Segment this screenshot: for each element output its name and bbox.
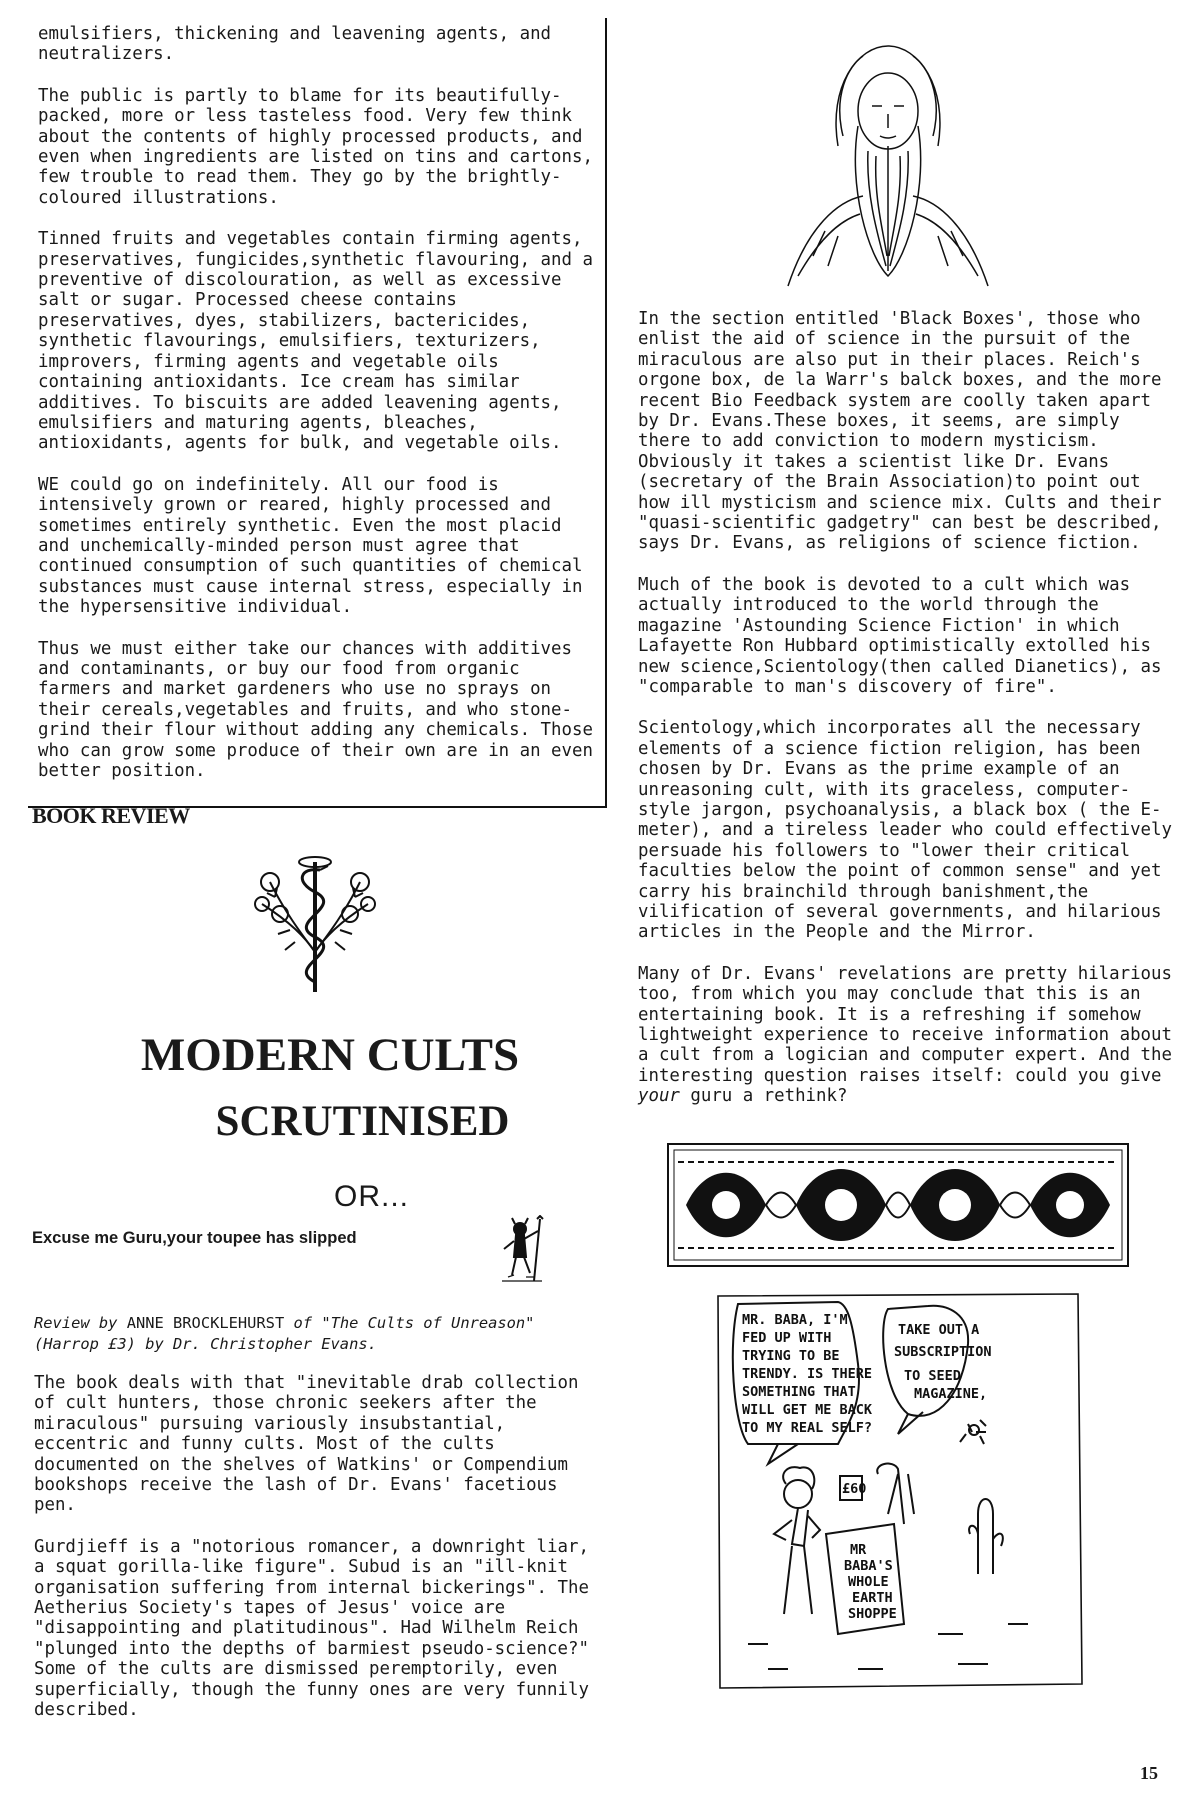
- page-number: 15: [1140, 1763, 1158, 1783]
- bubble-line: TRENDY. IS THERE: [742, 1366, 873, 1382]
- bubble-line: TRYING TO BE: [742, 1348, 840, 1364]
- article-box: [28, 18, 607, 808]
- paragraph: Much of the book is devoted to a cult which was actually introduced to the world through the magazine 'Astounding Science Fiction' in which Lafayette Ron Hubbard optimistically extolled his new science,Scientology(then called Dianetics), as "comparable to man's discovery of fire".: [638, 574, 1162, 697]
- headline-or: OR...: [334, 1180, 410, 1213]
- bearded-man-portrait: [768, 26, 1008, 296]
- bubble-line: MAGAZINE,: [914, 1386, 988, 1402]
- author: by Dr. Christopher Evans.: [145, 1335, 377, 1353]
- paragraph: In the section entitled 'Black Boxes', those who enlist the aid of science in the pursuit of the miraculous are also put in their places. Reich's orgone box, de la Warr's balck boxes, and the more recent Bio Feedback system are coolly taken apart by Dr. Evans.These boxes, it seems, are simply there to add conviction to modern mysticism. Obviously it takes a scientist like Dr. Evans (secretary of the Brain Association)to point out how ill mysticism and science mix. Cults and their "quasi-scientific gadgetry" can best be described, says Dr. Evans, as religions of science fiction.: [638, 309, 1162, 554]
- paragraph: Thus we must either take our chances with additives and contaminants, or buy our food from organic farmers and market gardeners who use no sprays on their cereals,vegetables and fruits, and who stone-grind their flour without adding any chemicals. Those who can grow some produce of their own are in an even better position.: [38, 638, 593, 781]
- devil-icon: [494, 1215, 558, 1285]
- caduceus-illustration: [240, 842, 390, 997]
- of-label: of: [293, 1314, 313, 1332]
- decorative-border-ornament: [666, 1142, 1130, 1268]
- reviewer-name: ANNE BROCKLEHURST: [126, 1314, 285, 1332]
- review-credit: [34, 1313, 574, 1355]
- shop-sign-line: WHOLE: [848, 1574, 889, 1590]
- cartoon-illustration: [708, 1284, 1084, 1694]
- paragraph-text: guru a rethink?: [690, 1086, 848, 1107]
- paragraph: [638, 964, 1178, 1107]
- shop-sign-text: [844, 1542, 897, 1622]
- paragraph-text: Many of Dr. Evans' revelations are pretty hilarious too, from which you may conclude that this is an entertaining book. It is a refreshing if somehow lightweight experience to receive information about a cult from a logician and computer expert. And the interesting question raises itself: could you give: [638, 963, 1172, 1086]
- shop-sign-line: EARTH: [852, 1590, 893, 1606]
- section-label: BOOK REVIEW: [32, 803, 190, 828]
- bubble-line: TAKE OUT A: [898, 1322, 980, 1338]
- shop-sign-line: SHOPPE: [848, 1606, 897, 1622]
- article-text: [38, 24, 598, 802]
- headline: SCRUTINISED: [215, 1098, 510, 1145]
- cartoon-right-bubble-text: [894, 1322, 992, 1402]
- headline: MODERN CULTS: [140, 1029, 520, 1081]
- paragraph: emulsifiers, thickening and leavening agents, and neutralizers.: [38, 24, 552, 65]
- subtitle: Excuse me Guru,your toupee has slipped: [32, 1229, 357, 1247]
- paragraph: The public is partly to blame for its beautifully-packed, more or less tasteless food. Very few think about the contents of highly processed products, and even when ingredients are listed on tins and cartons, few trouble to read them. They go by the brightly-coloured illustrations.: [38, 85, 593, 208]
- shop-sign-line: MR: [850, 1542, 867, 1558]
- right-column-text: [638, 309, 1178, 1128]
- review-by-label: Review by: [34, 1314, 118, 1332]
- paragraph: The book deals with that "inevitable drab collection of cult hunters, those chronic seekers after the miraculous" pursuing variously insubstantial, eccentric and funny cults. Most of the cults documented on the shelves of Watkins' or Compendium bookshops receive the lash of Dr. Evans' facetious pen.: [34, 1373, 579, 1516]
- bubble-line: SUBSCRIPTION: [894, 1344, 992, 1360]
- price-tag: £60: [842, 1481, 867, 1497]
- paragraph: Scientology,which incorporates all the necessary elements of a science fiction religion, has been chosen by Dr. Evans as the prime example of an unreasoning cult, with its graceless, computer-style jargon, psychoanalysis, a black box ( the E-meter), and a tireless leader who could effectively persuade his followers to "lower their critical faculties below the point of common sense" and yet carry his brainchild through banishment,the vilification of several governments, and hilarious articles in the People and the Mirror.: [638, 718, 1172, 943]
- publisher: (Harrop £3): [34, 1335, 136, 1353]
- bubble-line: TO SEED: [904, 1368, 961, 1384]
- bubble-line: SOMETHING THAT: [742, 1384, 856, 1400]
- bubble-line: WILL GET ME BACK: [742, 1402, 873, 1418]
- shop-sign-line: BABA'S: [844, 1558, 893, 1574]
- bubble-line: MR. BABA, I'M: [742, 1312, 848, 1328]
- paragraph: WE could go on indefinitely. All our food is intensively grown or reared, highly processed and sometimes entirely synthetic. Even the most placid and unchemically-minded person must agree that continued consumption of such quantities of chemical substances must cause internal stress, especially in the hypersensitive individual.: [38, 474, 583, 618]
- emphasis: your: [638, 1086, 680, 1107]
- paragraph: Gurdjieff is a "notorious romancer, a downright liar, a squat gorilla-like figure". Subud is an "ill-knit organisation suffering from internal bickerings". The Aetherius Society's tapes of Jesus' voice are "disappointing and platitudinous". Had Wilhelm Reich "plunged into the depths of barmiest pseudo-science?" Some of the cults are dismissed peremptorily, even superficially, though the funny ones are very funnily described.: [34, 1536, 589, 1721]
- bubble-line: TO MY REAL SELF?: [742, 1420, 873, 1436]
- bubble-line: FED UP WITH: [742, 1330, 832, 1346]
- review-text: [34, 1373, 594, 1742]
- paragraph: Tinned fruits and vegetables contain firming agents, preservatives, fungicides,synthetic flavouring, and a preventive of discolouration, as well as excessive salt or sugar. Processed cheese contains preservatives, dyes, stabilizers, bactericides, synthetic flavourings, emulsifiers, texturizers, improvers, firming agents and vegetable oils containing antioxidants. Ice cream has similar additives. To biscuits are added leavening agents, emulsifiers and maturing agents, bleaches, antioxidants, agents for bulk, and vegetable oils.: [38, 229, 593, 454]
- book-title: "The Cults of Unreason": [321, 1314, 535, 1332]
